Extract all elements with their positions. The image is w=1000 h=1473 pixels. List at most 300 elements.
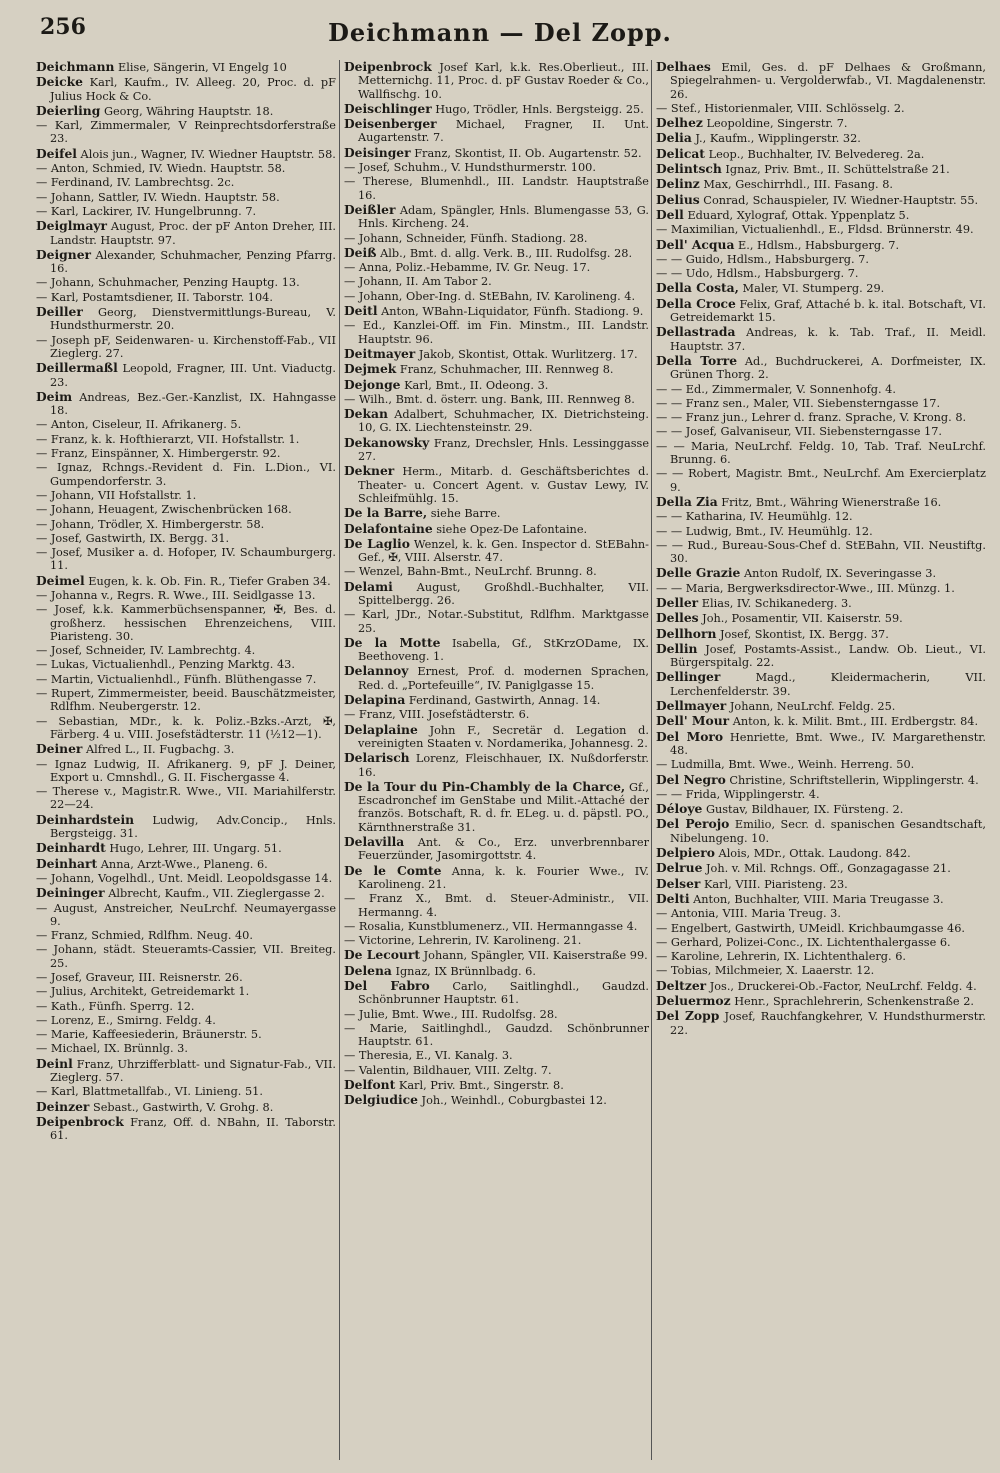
directory-entry xyxy=(344,203,649,231)
entry-details: Sebast., Gastwirth, V. Grohg. 8. xyxy=(92,1100,274,1114)
directory-entry xyxy=(36,658,336,671)
directory-entry xyxy=(656,994,986,1008)
page-number: 256 xyxy=(40,14,86,40)
entry-details: Adam, Spängler, Hnls. Blumengasse 53, G. Hnls. Kircheng. 24. xyxy=(358,203,649,231)
entry-details: — Marie, Kaffeesiederin, Bräunerstr. 5. xyxy=(36,1028,262,1042)
entry-details: — Josef, Gastwirth, IX. Bergg. 31. xyxy=(36,531,230,545)
directory-entry xyxy=(344,522,649,536)
entry-details: Adalbert, Schuhmacher, IX. Dietrichsteing. 10, G. IX. Liechtensteinstr. 29. xyxy=(358,408,649,435)
entry-details: — Tobias, Milchmeier, X. Laaerstr. 12. xyxy=(656,964,875,978)
directory-entry xyxy=(36,147,336,161)
entry-surname: Deipenbrock xyxy=(36,1113,124,1129)
entry-details: — Engelbert, Gastwirth, UMeidl. Krichbaumgasse 46. xyxy=(656,921,965,935)
entry-details: Joh., Posamentir, VII. Kaiserstr. 59. xyxy=(702,612,903,626)
entry-surname: Delrue xyxy=(656,860,703,876)
entry-surname: Della Costa, xyxy=(656,280,739,296)
entry-details: — Lorenz, E., Smirng. Feldg. 4. xyxy=(36,1013,216,1027)
directory-entry xyxy=(344,565,649,578)
entry-details: Jos., Druckerei-Ob.-Factor, NeuLrchf. Feldg. 4. xyxy=(709,979,977,993)
directory-entry xyxy=(344,892,649,919)
directory-entry xyxy=(656,281,986,295)
directory-entry xyxy=(656,539,986,566)
directory-entry xyxy=(344,934,649,947)
entry-surname: Del Zopp xyxy=(656,1008,720,1024)
directory-entry xyxy=(656,510,986,523)
entry-details: — Johann, Schuhmacher, Penzing Hauptg. 13. xyxy=(36,276,300,290)
entry-surname: Delser xyxy=(656,875,701,891)
entry-details: Ferdinand, Gastwirth, Annag. 14. xyxy=(408,694,601,708)
directory-entry xyxy=(36,929,336,942)
directory-entry xyxy=(344,232,649,245)
entry-details: — — Ed., Zimmermaler, V. Sonnenhofg. 4. xyxy=(656,382,896,396)
directory-entry xyxy=(344,407,649,435)
entry-details: Andreas, Bez.-Ger.-Kanzlist, IX. Hahngasse 18. xyxy=(50,390,336,418)
directory-entry xyxy=(36,60,336,74)
entry-details: Karl, Bmt., II. Odeong. 3. xyxy=(404,378,549,392)
entry-details: E., Hdlsm., Habsburgerg. 7. xyxy=(738,238,900,252)
entry-details: Conrad, Schauspieler, IV. Wiedner-Hauptstr. 55. xyxy=(703,193,979,207)
directory-entry xyxy=(344,362,649,376)
directory-entry xyxy=(36,518,336,531)
entry-details: Alois jun., Wagner, IV. Wiedner Hauptstr. 58. xyxy=(80,147,336,161)
directory-entry xyxy=(344,608,649,635)
directory-entry xyxy=(36,1028,336,1041)
entry-details: — Johann, Heuagent, Zwischenbrücken 168. xyxy=(36,503,292,517)
directory-entry xyxy=(36,305,336,333)
directory-entry xyxy=(344,393,649,406)
directory-entry xyxy=(344,693,649,707)
entry-surname: Delicat xyxy=(656,145,705,161)
directory-entry xyxy=(344,161,649,174)
entry-details: Anna, Arzt-Wwe., Planeng. 6. xyxy=(100,857,268,871)
directory-entry xyxy=(36,872,336,885)
entry-surname: Deierling xyxy=(36,102,101,118)
entry-details: John F., Secretär d. Legation d. vereinigten Staaten v. Nordamerika, Johannesg. 2. xyxy=(358,723,649,750)
directory-entry xyxy=(344,1008,649,1021)
directory-entry xyxy=(36,276,336,289)
entry-details: Alexander, Schuhmacher, Penzing Pfarrg. 16. xyxy=(50,248,336,276)
entry-surname: Deillermaßl xyxy=(36,360,118,376)
entry-details: — — Robert, Magistr. Bmt., NeuLrchf. Am Exercierplatz 9. xyxy=(656,467,986,494)
entry-surname: De le Comte xyxy=(344,862,442,878)
entry-surname: Delius xyxy=(656,191,700,207)
entry-details: — — Franz sen., Maler, VII. Siebensterngasse 17. xyxy=(656,396,941,410)
directory-entry xyxy=(36,447,336,460)
directory-entry xyxy=(36,1000,336,1013)
directory-entry xyxy=(344,319,649,346)
entry-details: Felix, Graf, Attaché b. k. ital. Botschaft, VI. Getreidemarkt 15. xyxy=(670,297,986,325)
entry-surname: Delena xyxy=(344,962,392,978)
entry-surname: Delhez xyxy=(656,115,703,131)
entry-details: Magd., Kleidermacherin, VII. Lerchenfelderstr. 39. xyxy=(670,671,986,698)
directory-entry xyxy=(344,1078,649,1092)
directory-entry xyxy=(36,75,336,103)
directory-entry xyxy=(656,907,986,920)
entry-details: — Rosalia, Kunstblumenerz., VII. Hermanngasse 4. xyxy=(344,919,638,933)
entry-details: Albrecht, Kaufm., VII. Zieglergasse 2. xyxy=(108,887,325,901)
entry-details: August, Großhdl.-Buchhalter, VII. Spittelbergg. 26. xyxy=(358,580,649,607)
entry-details: — — Frida, Wipplingerstr. 4. xyxy=(656,787,820,801)
directory-entry xyxy=(344,290,649,303)
entry-details: Michael, Fragner, II. Unt. Augartenstr. 7. xyxy=(358,118,649,145)
entry-details: — Josef, k.k. Kammerbüchsenspanner, ✠, Bes. d. großherz. hessischen Ehrenzeichens, VIII. Piaristeng. 30. xyxy=(36,603,336,643)
entry-details: Johann, Spängler, VII. Kaiserstraße 99. xyxy=(423,949,648,963)
entry-surname: Deiner xyxy=(36,741,83,757)
directory-entry xyxy=(344,1022,649,1049)
directory-entry xyxy=(656,730,986,758)
entry-surname: Deim xyxy=(36,388,73,404)
entry-details: Eugen, k. k. Ob. Fin. R., Tiefer Graben 34. xyxy=(88,574,331,588)
entry-surname: Deinhardt xyxy=(36,840,106,856)
entry-details: Anton Rudolf, IX. Severingasse 3. xyxy=(743,567,937,581)
entry-details: — Johann, Vogelhdl., Unt. Meidl. Leopoldsgasse 14. xyxy=(36,871,333,885)
entry-surname: Delami xyxy=(344,578,393,594)
entry-surname: Deiller xyxy=(36,304,83,320)
entry-details: — Julius, Architekt, Getreidemarkt 1. xyxy=(36,985,250,999)
directory-entry xyxy=(344,751,649,779)
column-3 xyxy=(656,60,986,1460)
directory-entry xyxy=(344,378,649,392)
entry-surname: Dell' Acqua xyxy=(656,236,735,252)
directory-entry xyxy=(656,582,986,595)
directory-entry xyxy=(656,627,986,641)
entry-details: siehe Opez-De Lafontaine. xyxy=(436,522,588,536)
entry-surname: Delapina xyxy=(344,692,406,708)
entry-details: — Johann, Schneider, Fünfh. Stadiong. 28. xyxy=(344,231,588,245)
directory-entry xyxy=(344,347,649,361)
entry-surname: Della Zia xyxy=(656,493,718,509)
entry-surname: Deitl xyxy=(344,303,378,319)
entry-surname: De la Motte xyxy=(344,634,441,650)
entry-details: Elias, IV. Schikanederg. 3. xyxy=(701,596,852,610)
directory-entry xyxy=(344,835,649,863)
entry-details: — Franz, Einspänner, X. Himbergerstr. 92. xyxy=(36,447,281,461)
entry-details: Josef, Postamts-Assist., Landw. Ob. Lieut., VI. Bürgerspitalg. 22. xyxy=(670,642,986,670)
directory-entry xyxy=(656,440,986,467)
entry-details: — Johann, städt. Steueramts-Cassier, VII. Breiteg. 25. xyxy=(36,943,336,970)
directory-entry xyxy=(656,60,986,101)
entry-details: — Victorine, Lehrerin, IV. Karolineng. 21. xyxy=(344,934,582,948)
directory-entry xyxy=(36,902,336,929)
entry-details: — Ed., Kanzlei-Off. im Fin. Minstm., III. Landstr. Hauptstr. 96. xyxy=(344,319,649,346)
entry-details: Johann, NeuLrchf. Feldg. 25. xyxy=(729,700,896,714)
directory-entry xyxy=(36,1085,336,1098)
entry-details: — Ignaz Ludwig, II. Afrikanerg. 9, pF J. Deiner, Export u. Cmnshdl., G. II. Fischergasse 4. xyxy=(36,757,336,784)
entry-surname: Deißler xyxy=(344,201,396,217)
entry-surname: Delinz xyxy=(656,176,700,192)
entry-details: Anton, WBahn-Liquidator, Fünfh. Stadiong. 9. xyxy=(381,305,644,319)
entry-details: — Stef., Historienmaler, VIII. Schlösselg. 2. xyxy=(656,101,905,115)
entry-details: Henr., Sprachlehrerin, Schenkenstraße 2. xyxy=(734,995,974,1008)
entry-surname: Deitmayer xyxy=(344,345,416,361)
entry-surname: Deltzer xyxy=(656,977,707,993)
entry-details: Herm., Mitarb. d. Geschäftsberichtes d. Theater- u. Concert Agent. v. Gustav Lewy, IV. Schleifmühlg. 15. xyxy=(358,465,649,505)
directory-entry xyxy=(36,886,336,900)
entry-details: Andreas, k. k. Tab. Traf., II. Meidl. Hauptstr. 37. xyxy=(670,326,986,353)
entry-surname: Delaplaine xyxy=(344,721,418,737)
directory-entry xyxy=(344,1093,649,1107)
directory-entry xyxy=(344,948,649,962)
directory-entry xyxy=(344,664,649,692)
entry-details: Leop., Buchhalter, IV. Belvedereg. 2a. xyxy=(708,147,925,161)
entry-details: — — Guido, Hdlsm., Habsburgerg. 7. xyxy=(656,252,869,266)
directory-entry xyxy=(36,715,336,742)
entry-surname: Dell xyxy=(656,206,684,222)
entry-details: Ignaz, IX Brünnlbadg. 6. xyxy=(395,964,536,978)
entry-surname: Dellin xyxy=(656,640,698,656)
directory-entry xyxy=(656,411,986,424)
entry-details: Ernest, Prof. d. modernen Sprachen, Red. d. „Portefeuille“, IV. Paniglgasse 15. xyxy=(358,665,649,692)
entry-details: — Josef, Musiker a. d. Hofoper, IV. Schaumburgerg. 11. xyxy=(36,546,336,573)
entry-details: — Marie, Saitlinghdl., Gaudzd. Schönbrunner Hauptstr. 61. xyxy=(344,1021,649,1049)
entry-details: — — Udo, Hdlsm., Habsburgerg. 7. xyxy=(656,267,859,281)
entry-details: J., Kaufm., Wipplingerstr. 32. xyxy=(695,132,861,146)
directory-entry xyxy=(656,773,986,787)
directory-entry xyxy=(36,532,336,545)
directory-entry xyxy=(36,943,336,970)
entry-details: Anton, Buchhalter, VIII. Maria Treugasse 3. xyxy=(693,892,944,906)
directory-entry xyxy=(36,248,336,276)
directory-entry xyxy=(36,291,336,304)
directory-entry xyxy=(656,354,986,382)
entry-surname: Dellhorn xyxy=(656,625,717,641)
entry-details: Fritz, Bmt., Währing Wienerstraße 16. xyxy=(721,495,942,509)
entry-details: Leopoldine, Singerstr. 7. xyxy=(706,117,848,131)
entry-surname: De la Barre, xyxy=(344,505,428,521)
directory-entry xyxy=(36,489,336,502)
directory-entry xyxy=(344,275,649,288)
entry-details: Josef Karl, k.k. Res.Oberlieut., III. Metternichg. 11, Proc. d. pF Gustav Roeder & Co., Wallfischg. 10. xyxy=(358,61,649,101)
entry-details: — — Katharina, IV. Heumühlg. 12. xyxy=(656,510,853,524)
directory-entry xyxy=(656,383,986,396)
directory-entry xyxy=(36,687,336,714)
entry-details: — Rupert, Zimmermeister, beeid. Bauschätzmeister, Rdlfhm. Neubergerstr. 12. xyxy=(36,687,336,714)
entry-details: Emilio, Secr. d. spanischen Gesandtschaft, Nibelungeng. 10. xyxy=(670,818,986,845)
directory-entry xyxy=(344,708,649,721)
entry-details: — Anton, Ciseleur, II. Afrikanerg. 5. xyxy=(36,418,242,432)
entry-details: — — Ludwig, Bmt., IV. Heumühlg. 12. xyxy=(656,524,873,538)
directory-entry xyxy=(656,162,986,176)
directory-entry xyxy=(36,1042,336,1055)
directory-entry xyxy=(344,60,649,101)
entry-details: Isabella, Gf., StKrzODame, IX. Beethoveng. 1. xyxy=(358,636,649,664)
directory-entry xyxy=(656,817,986,845)
directory-entry xyxy=(344,102,649,116)
directory-entry xyxy=(656,699,986,713)
entry-details: — Ferdinand, IV. Lambrechtsg. 2c. xyxy=(36,176,235,190)
entry-details: — Johann, Sattler, IV. Wiedn. Hauptstr. 58. xyxy=(36,190,280,204)
entry-surname: Delannoy xyxy=(344,663,409,679)
entry-surname: Delle Grazie xyxy=(656,565,741,581)
entry-details: Franz, Uhrzifferblatt- und Signatur-Fab., VII. Zieglerg. 57. xyxy=(50,1057,336,1085)
directory-entry xyxy=(656,238,986,252)
entry-surname: Della Torre xyxy=(656,352,738,368)
entry-details: — Martin, Victualienhdl., Fünfh. Blüthengasse 7. xyxy=(36,672,317,686)
entry-details: Franz, Drechsler, Hnls. Lessinggasse 27. xyxy=(358,436,649,464)
directory-entry xyxy=(656,950,986,963)
entry-details: Karl, Kaufm., IV. Alleeg. 20, Proc. d. pF Julius Hock & Co. xyxy=(50,76,336,103)
directory-entry xyxy=(36,205,336,218)
entry-details: — Therese v., Magistr.R. Wwe., VII. Mariahilferstr. 22—24. xyxy=(36,785,336,812)
entry-surname: Deisenberger xyxy=(344,116,437,132)
directory-entry xyxy=(344,636,649,664)
directory-entry xyxy=(36,191,336,204)
directory-entry xyxy=(344,261,649,274)
entry-details: Leopold, Fragner, III. Unt. Viaductg. 23. xyxy=(50,362,336,389)
entry-surname: Dekan xyxy=(344,406,388,422)
entry-details: — Josef, Schneider, IV. Lambrechtg. 4. xyxy=(36,644,256,658)
directory-entry xyxy=(36,176,336,189)
entry-details: — — Franz jun., Lehrer d. franz. Sprache, V. Krong. 8. xyxy=(656,411,967,425)
directory-entry xyxy=(656,525,986,538)
directory-entry xyxy=(36,673,336,686)
entry-details: — Johann, II. Am Tabor 2. xyxy=(344,275,492,289)
directory-entry xyxy=(656,758,986,771)
entry-details: Maler, VI. Stumperg. 29. xyxy=(742,282,885,296)
entry-details: — Karl, Lackirer, IV. Hungelbrunng. 7. xyxy=(36,204,257,218)
entry-details: — Franz, Schmied, Rdlfhm. Neug. 40. xyxy=(36,929,253,943)
entry-surname: Deinhart xyxy=(36,855,98,871)
directory-entry xyxy=(36,785,336,812)
directory-entry xyxy=(344,1064,649,1077)
entry-surname: Delhaes xyxy=(656,60,711,74)
entry-details: — Franz, VIII. Josefstädterstr. 6. xyxy=(344,708,530,722)
entry-details: Alfred L., II. Fugbachg. 3. xyxy=(86,743,235,757)
directory-entry xyxy=(36,742,336,756)
directory-entry xyxy=(656,177,986,191)
entry-surname: Del Perojo xyxy=(656,816,730,832)
entry-details: Eduard, Xylograf, Ottak. Yppenplatz 5. xyxy=(687,208,910,222)
entry-surname: De Lecourt xyxy=(344,947,421,963)
entry-details: — Gerhard, Polizei-Conc., IX. Lichtenthalergasse 6. xyxy=(656,935,951,949)
entry-surname: Delintsch xyxy=(656,161,722,177)
entry-details: Joh., Weinhdl., Coburgbastei 12. xyxy=(421,1094,607,1108)
directory-entry xyxy=(36,758,336,785)
entry-details: — Karl, JDr., Notar.-Substitut, Rdlfhm. Marktgasse 25. xyxy=(344,608,649,635)
directory-entry xyxy=(344,146,649,160)
entry-surname: De la Tour du Pin-Chambly de la Charce, xyxy=(344,778,626,794)
entry-surname: Deicke xyxy=(36,74,83,90)
directory-entry xyxy=(656,877,986,891)
entry-surname: Del Fabro xyxy=(344,978,430,993)
entry-surname: Delarisch xyxy=(344,750,410,766)
entry-details: — Ludmilla, Bmt. Wwe., Weinh. Herreng. 50. xyxy=(656,758,915,772)
entry-surname: Deisinger xyxy=(344,144,411,160)
entry-surname: Dell' Mour xyxy=(656,713,730,729)
entry-surname: Deininger xyxy=(36,885,105,901)
entry-details: — Johann, VII Hofstallstr. 1. xyxy=(36,488,197,502)
entry-details: — — Maria, Bergwerksdirector-Wwe., III. Münzg. 1. xyxy=(656,581,955,595)
columns-container xyxy=(36,60,986,1460)
directory-entry xyxy=(656,102,986,115)
directory-entry xyxy=(344,780,649,834)
directory-entry xyxy=(344,464,649,505)
entry-details: Karl, Priv. Bmt., Singerstr. 8. xyxy=(398,1079,564,1093)
entry-details: — Kath., Fünfh. Sperrg. 12. xyxy=(36,999,195,1013)
entry-details: — Sebastian, MDr., k. k. Poliz.-Bzks.-Arzt, ✠, Färberg. 4 u. VIII. Josefstädterstr. 11 (½12—1). xyxy=(36,714,336,741)
entry-details: — Anna, Poliz.-Hebamme, IV. Gr. Neug. 17. xyxy=(344,261,591,275)
directory-entry xyxy=(36,603,336,643)
entry-surname: Deluermoz xyxy=(656,993,731,1008)
directory-entry xyxy=(36,546,336,573)
entry-surname: Delfont xyxy=(344,1077,396,1093)
directory-entry xyxy=(36,119,336,146)
entry-details: — Theresia, E., VI. Kanalg. 3. xyxy=(344,1049,513,1063)
entry-surname: De Laglio xyxy=(344,535,410,551)
directory-entry xyxy=(656,922,986,935)
entry-details: — — Maria, NeuLrchf. Feldg. 10, Tab. Traf. NeuLrchf. Brunng. 6. xyxy=(656,439,986,467)
directory-entry xyxy=(344,864,649,892)
entry-details: — Antonia, VIII. Maria Treug. 3. xyxy=(656,907,841,921)
entry-details: — Franz, k. k. Hofthierarzt, VII. Hofstallstr. 1. xyxy=(36,432,300,446)
directory-entry xyxy=(36,971,336,984)
directory-entry xyxy=(344,580,649,608)
directory-entry xyxy=(656,566,986,580)
directory-entry xyxy=(344,964,649,978)
entry-surname: Dellmayer xyxy=(656,698,727,714)
entry-details: — Therese, Blumenhdl., III. Landstr. Hauptstraße 16. xyxy=(344,175,649,202)
entry-surname: Deipenbrock xyxy=(344,60,432,74)
directory-entry xyxy=(656,297,986,325)
directory-entry xyxy=(656,714,986,728)
directory-entry xyxy=(36,361,336,389)
directory-entry xyxy=(656,788,986,801)
directory-entry xyxy=(36,390,336,418)
directory-entry xyxy=(344,246,649,260)
entry-details: — Karl, Blattmetallfab., VI. Linieng. 51. xyxy=(36,1085,263,1099)
directory-entry xyxy=(36,857,336,871)
entry-details: Franz, Off. d. NBahn, II. Taborstr. 61. xyxy=(50,1115,336,1143)
directory-entry xyxy=(36,418,336,431)
directory-entry xyxy=(344,175,649,202)
directory-entry xyxy=(656,642,986,670)
directory-entry xyxy=(656,193,986,207)
entry-details: siehe Barre. xyxy=(430,507,501,521)
directory-entry xyxy=(36,644,336,657)
entry-surname: Delia xyxy=(656,130,692,146)
entry-details: Emil, Ges. d. pF Delhaes & Großmann, Spiegelrahmen- u. Vergolderwfab., VI. Magdalenenstr. 26. xyxy=(670,61,986,101)
entry-details: — Karoline, Lehrerin, IX. Lichtenthalerg. 6. xyxy=(656,950,906,964)
directory-entry xyxy=(36,1014,336,1027)
entry-surname: Deiglmayr xyxy=(36,218,108,234)
entry-surname: Déloye xyxy=(656,801,703,817)
directory-entry xyxy=(36,219,336,247)
entry-surname: Deifel xyxy=(36,145,77,161)
entry-details: Gustav, Bildhauer, IX. Fürsteng. 2. xyxy=(705,803,904,817)
entry-details: Alb., Bmt. d. allg. Verk. B., III. Rudolfsg. 28. xyxy=(380,246,633,260)
directory-entry xyxy=(344,723,649,751)
entry-surname: Della Croce xyxy=(656,295,736,311)
entry-surname: Deinhardstein xyxy=(36,811,135,827)
entry-details: — — Josef, Galvaniseur, VII. Siebensterngasse 17. xyxy=(656,425,943,439)
directory-entry xyxy=(36,433,336,446)
entry-details: Carlo, Saitlinghdl., Gaudzd. Schönbrunner Hauptstr. 61. xyxy=(358,980,649,1007)
entry-details: — Wenzel, Bahn-Bmt., NeuLrchf. Brunng. 8. xyxy=(344,565,597,579)
directory-entry xyxy=(656,611,986,625)
directory-entry xyxy=(656,208,986,222)
directory-entry xyxy=(36,461,336,488)
entry-surname: Delgiudice xyxy=(344,1092,418,1108)
directory-entry xyxy=(36,1100,336,1114)
entry-surname: Deinzer xyxy=(36,1098,90,1114)
directory-entry xyxy=(344,506,649,520)
directory-entry xyxy=(344,920,649,933)
entry-details: — Lukas, Victualienhdl., Penzing Marktg. 43. xyxy=(36,658,295,672)
directory-entry xyxy=(36,104,336,118)
entry-details: Elise, Sängerin, VI Engelg 10 xyxy=(118,61,287,74)
entry-details: Wenzel, k. k. Gen. Inspector d. StEBahn-Gef., ✠, VIII. Alserstr. 47. xyxy=(358,537,649,565)
directory-entry xyxy=(344,117,649,145)
